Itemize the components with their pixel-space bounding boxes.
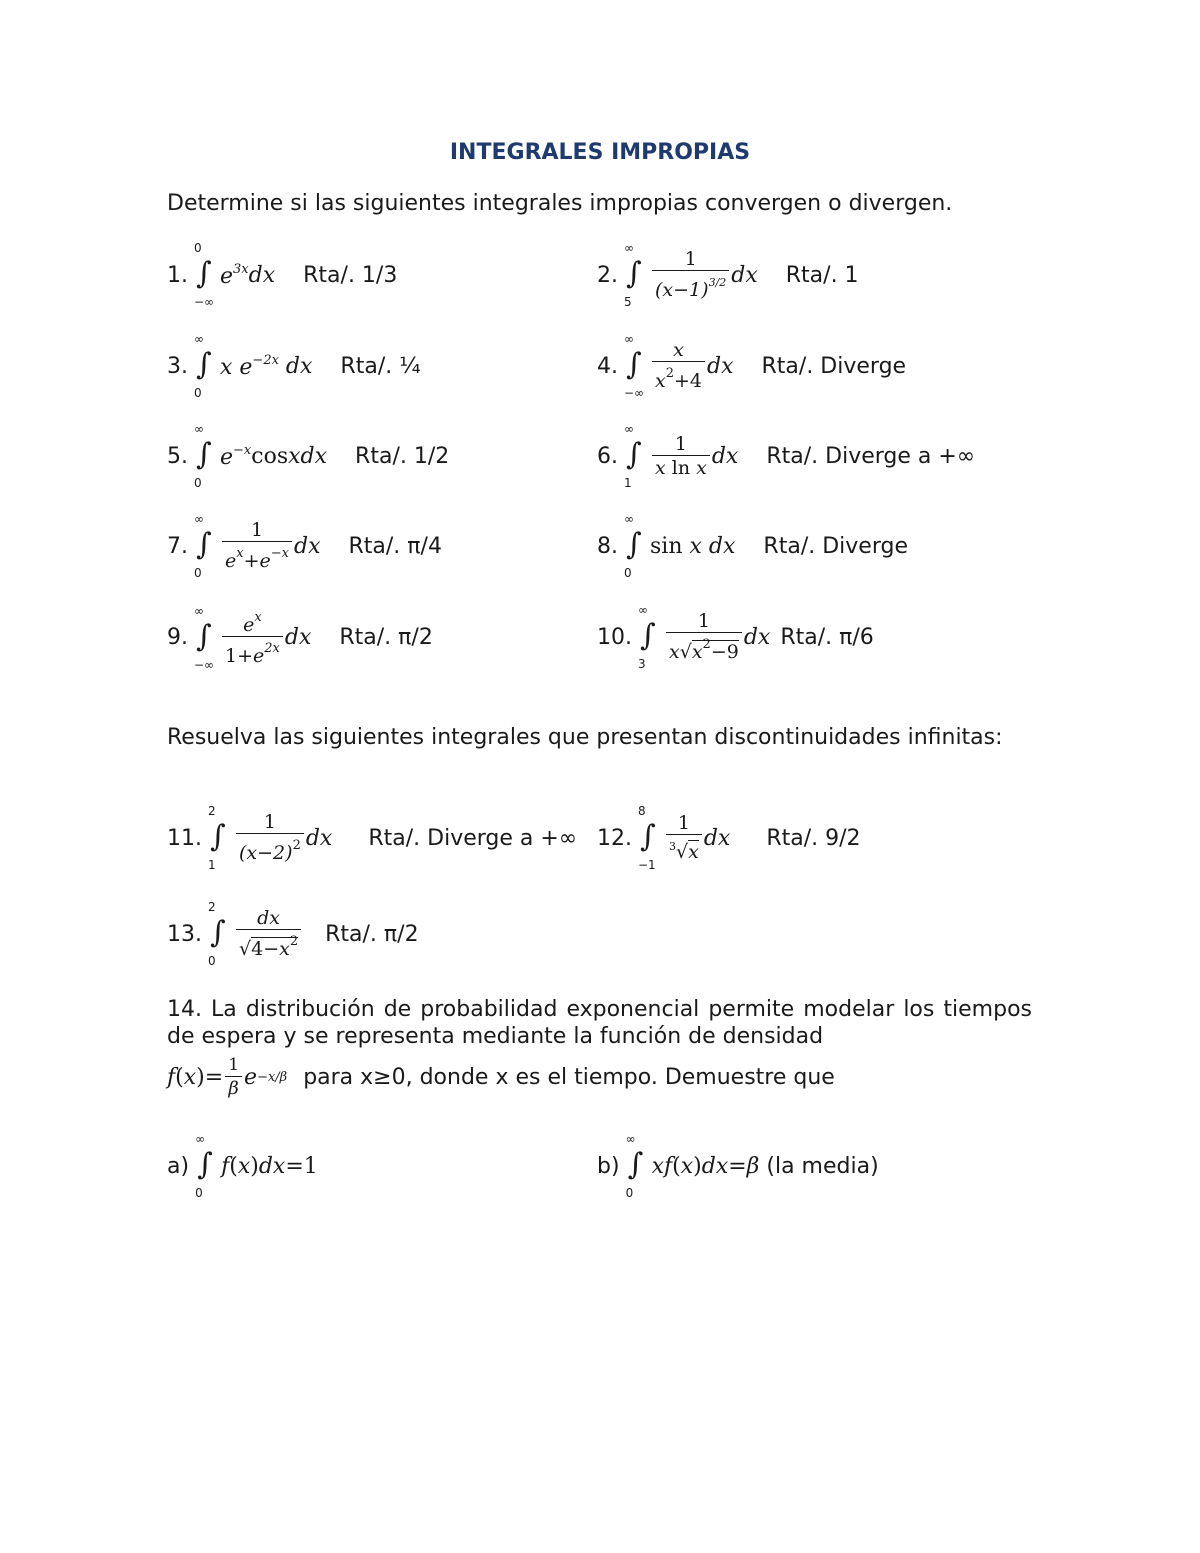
- item-number: 6.: [597, 443, 618, 469]
- integral-sign: ∞ ∫ 5: [624, 241, 642, 309]
- integral-13: [167, 900, 419, 968]
- answer: Rta/. π/6: [780, 624, 874, 650]
- item-number: 5.: [167, 443, 188, 469]
- item-number: 9.: [167, 625, 188, 650]
- fraction: $\frac{1}{x√x^2-9}$: [666, 610, 742, 664]
- intro-text: Determine si las siguientes integrales impropias convergen o divergen.: [167, 191, 953, 216]
- answer: Rta/. Diverge a +∞: [766, 443, 976, 469]
- integral-sign: ∞ ∫ 0: [625, 1132, 644, 1200]
- integral-sign: ∞ ∫ 0: [195, 1132, 213, 1200]
- item-number: 2.: [597, 262, 618, 288]
- part-b: b) ∞ ∫ 0 xf ( x ) dx = β (la media): [597, 1132, 879, 1200]
- integral-8: 8. ∞ ∫ 0 sin x dx Rta/. Diverge: [597, 512, 908, 580]
- integrand: $e^{-x}$: [220, 442, 252, 470]
- fraction: $\frac{dx}{√4-x^2}$: [236, 907, 301, 961]
- problem-14-text: 14. La distribución de probabilidad exponencial permite modelar los tiempos de espera y se representa mediante la función de densidad: [167, 997, 1032, 1049]
- integral-sign: 2 ∫ 1: [208, 804, 226, 872]
- part-b-note: (la media): [766, 1153, 879, 1179]
- integral-1: 1. 0 ∫ −∞ $e^{3x}$ dx Rta/. 1/3: [167, 241, 398, 309]
- integral-11: 11. 2 ∫ 1 $\frac{1}{(x-2)^2}$ dx Rta/. Diverge a +∞: [167, 804, 578, 872]
- answer: Rta/. π/4: [348, 533, 442, 559]
- density-function: f ( x )= $\frac{1}{\beta}$ e −x/β para x≥0, donde x es el tiempo. Demuestre que: [167, 1055, 835, 1099]
- item-number: 13.: [167, 921, 202, 947]
- answer: Rta/. Diverge: [761, 353, 907, 379]
- integral-2: 2. ∞ ∫ 5 $\frac{1}{(x-1)^{3/2}}$ dx Rta/. 1: [597, 241, 859, 309]
- integral-12: 12. 8 ∫ −1 $\frac{1}{^3√x}$ dx Rta/. 9/2: [597, 804, 861, 872]
- page-title: INTEGRALES IMPROPIAS: [449, 140, 751, 165]
- answer: Rta/. 9/2: [766, 825, 861, 851]
- fraction: $\frac{e^x}{1+e^{2x}}$: [222, 607, 283, 668]
- item-number: 7.: [167, 533, 188, 559]
- answer: Rta/. 1: [785, 262, 859, 288]
- answer: Rta/. π/2: [339, 625, 433, 650]
- fraction: $\frac{1}{e^x+e^{-x}}$: [222, 519, 292, 573]
- item-number: 8.: [597, 533, 618, 559]
- integral-sign: 0 ∫ −∞: [194, 241, 215, 309]
- integrand: $e^{3x}$: [220, 261, 249, 289]
- integral-sign: ∞ ∫ 1: [624, 422, 642, 490]
- answer: Rta/. 1/2: [355, 443, 450, 469]
- answer: Rta/. π/2: [325, 921, 419, 947]
- fraction: $\frac{1}{\beta}$: [225, 1054, 242, 1101]
- integral-sign: ∞ ∫ 0: [194, 512, 212, 580]
- problem-14-tail: para x≥0, donde x es el tiempo. Demuestre que: [303, 1065, 835, 1090]
- integral-sign: ∞ ∫ 0: [194, 332, 212, 400]
- integral-7: 7. ∞ ∫ 0 $\frac{1}{e^x+e^{-x}}$ dx Rta/. π/4: [167, 512, 442, 580]
- integral-sign: ∞ ∫ −∞: [624, 332, 645, 400]
- integral-4: 4. ∞ ∫ −∞ $\frac{x}{x^2+4}$ dx Rta/. Diverge: [597, 332, 907, 400]
- item-number: 1.: [167, 262, 188, 288]
- part-label: a): [167, 1153, 190, 1179]
- part-label: b): [597, 1153, 620, 1179]
- fraction: $\frac{1}{\text{x ln x}}$: [652, 433, 710, 480]
- answer: Rta/. ¼: [340, 353, 421, 379]
- part-a: a) ∞ ∫ 0 f ( x ) dx =1: [167, 1132, 318, 1200]
- fraction: $\frac{1}{(x-2)^2}$: [236, 811, 304, 865]
- item-number: 3.: [167, 353, 188, 379]
- integral-sign: ∞ ∫ 0: [624, 512, 642, 580]
- integral-3: 3. ∞ ∫ 0 x $e^{-2x}$ dx Rta/. ¼: [167, 332, 421, 400]
- fraction: $\frac{1}{^3√x}$: [666, 812, 702, 864]
- integral-6: 6. ∞ ∫ 1 $\frac{1}{\text{x ln x}}$ dx Rta/. Diverge a +∞: [597, 422, 976, 490]
- item-number: 11.: [167, 825, 202, 851]
- integrand: x $e^{-2x}$: [220, 352, 279, 380]
- integral-5: 5. ∞ ∫ 0 $e^{-x}$ cos x dx Rta/. 1/2: [167, 422, 450, 490]
- section-2-text: Resuelva las siguientes integrales que presentan discontinuidades infinitas:: [167, 725, 1003, 750]
- integral-sign: 2 ∫ 0: [208, 900, 226, 968]
- integral-10: 10. ∞ ∫ 3 $\frac{1}{x√x^2-9}$ dx Rta/. π/6: [597, 603, 874, 671]
- item-number: 10.: [597, 624, 632, 650]
- answer: Rta/. 1/3: [303, 262, 398, 288]
- answer: Rta/. Diverge a +∞: [368, 825, 578, 851]
- fraction: $\frac{1}{(x-1)^{3/2}}$: [652, 248, 729, 302]
- item-number: 12.: [597, 825, 632, 851]
- integral-sign: 8 ∫ −1: [638, 804, 656, 872]
- item-number: 4.: [597, 353, 618, 379]
- integral-sign: ∞ ∫ 0: [194, 422, 212, 490]
- answer: Rta/. Diverge: [763, 533, 908, 559]
- integral-sign: ∞ ∫ 3: [638, 603, 656, 671]
- integral-sign: ∞ ∫ −∞: [194, 603, 215, 672]
- fraction: $\frac{x}{x^2+4}$: [652, 339, 705, 393]
- integral-9: 9. ∞ ∫ −∞ $\frac{e^x}{1+e^{2x}}$ dx Rta/. π/2: [167, 603, 433, 672]
